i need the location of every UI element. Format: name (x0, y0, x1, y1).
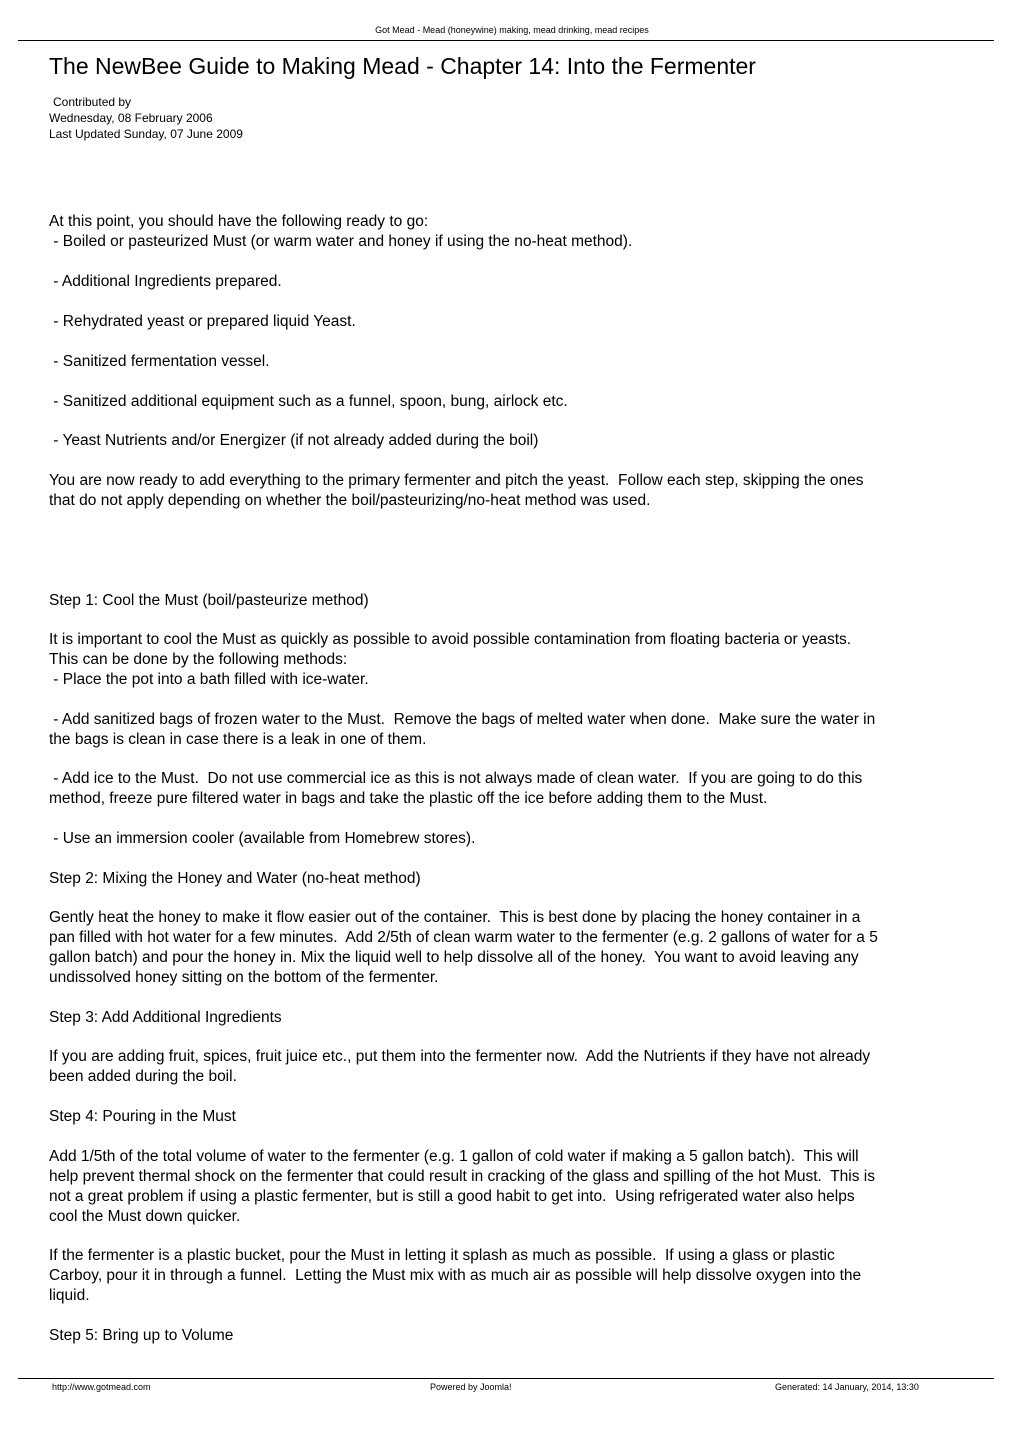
paragraph-line: Add 1/5th of the total volume of water to the fermenter (e.g. 1 gallon of cold water if making a 5 gallon batch). This will (49, 1148, 859, 1165)
paragraph-line: This can be done by the following methods: (49, 651, 348, 668)
paragraph-line: that do not apply depending on whether the boil/pasteurizing/no-heat method was used. (49, 492, 651, 509)
step-4-paragraph (49, 1147, 979, 1227)
intro-line: At this point, you should have the following ready to go: (49, 213, 429, 230)
step-1-cooler (49, 829, 979, 849)
article-meta (49, 94, 243, 142)
step-2-heading (49, 869, 979, 889)
ready-item: - Additional Ingredients prepared. (49, 273, 282, 290)
paragraph-line: - Add sanitized bags of frozen water to the Must. Remove the bags of melted water when done. Make sure the water in (49, 711, 876, 728)
paragraph-line: cool the Must down quicker. (49, 1208, 241, 1225)
ready-item: - Rehydrated yeast or prepared liquid Yeast. (49, 313, 356, 330)
paragraph-line: help prevent thermal shock on the fermenter that could result in cracking of the glass and spilling of the hot Must. This is (49, 1168, 875, 1185)
paragraph-line: pan filled with hot water for a few minutes. Add 2/5th of clean warm water to the fermenter (e.g. 2 gallons of water for a 5 (49, 929, 878, 946)
site-header: Got Mead - Mead (honeywine) making, mead drinking, mead recipes (375, 25, 649, 35)
step-1-bags (49, 710, 979, 750)
ready-item: - Sanitized additional equipment such as a funnel, spoon, bung, airlock etc. (49, 393, 568, 410)
paragraph-line: - Add ice to the Must. Do not use commercial ice as this is not always made of clean water. If you are going to do this (49, 770, 863, 787)
footer-divider (18, 1378, 994, 1379)
ready-item: - Sanitized fermentation vessel. (49, 353, 270, 370)
ready-item-block (49, 431, 979, 451)
step-5-heading (49, 1326, 979, 1346)
paragraph-line: You are now ready to add everything to the primary fermenter and pitch the yeast. Follow each step, skipping the ones (49, 472, 864, 489)
step-1-paragraph (49, 630, 979, 690)
step-4-paragraph-2 (49, 1246, 979, 1306)
step-2-paragraph (49, 908, 979, 988)
ready-item-block (49, 272, 979, 292)
step-heading: Step 1: Cool the Must (boil/pasteurize method) (49, 592, 369, 609)
step-heading: Step 4: Pouring in the Must (49, 1108, 236, 1125)
header-divider (18, 40, 994, 41)
paragraph-line: - Use an immersion cooler (available from Homebrew stores). (49, 830, 476, 847)
step-heading: Step 5: Bring up to Volume (49, 1327, 234, 1344)
paragraph-line: liquid. (49, 1287, 90, 1304)
paragraph-line: not a great problem if using a plastic fermenter, but is still a good habit to get into. Using refrigerated water also helps (49, 1188, 855, 1205)
ready-item: - Yeast Nutrients and/or Energizer (if not already added during the boil) (49, 432, 539, 449)
intro-text (49, 212, 979, 252)
contributed-by: Contributed by (53, 95, 132, 109)
paragraph-line: been added during the boil. (49, 1068, 237, 1085)
paragraph-line: Gently heat the honey to make it flow easier out of the container. This is best done by placing the honey container in a (49, 909, 861, 926)
article-title: The NewBee Guide to Making Mead - Chapter 14: Into the Fermenter (49, 53, 756, 79)
ready-paragraph (49, 471, 979, 511)
paragraph-line: Carboy, pour it in through a funnel. Letting the Must mix with as much air as possible will help dissolve oxygen into the (49, 1267, 862, 1284)
article-date: Wednesday, 08 February 2006 (49, 111, 213, 125)
footer-powered-by: Powered by Joomla! (430, 1382, 512, 1392)
paragraph-line: - Place the pot into a bath filled with ice-water. (49, 671, 369, 688)
ready-item-block (49, 312, 979, 332)
paragraph-line: undissolved honey sitting on the bottom of the fermenter. (49, 969, 439, 986)
paragraph-line: If you are adding fruit, spices, fruit juice etc., put them into the fermenter now. Add the Nutrients if they have not already (49, 1048, 871, 1065)
step-3-heading (49, 1008, 979, 1028)
ready-item-block (49, 352, 979, 372)
last-updated: Last Updated Sunday, 07 June 2009 (49, 127, 243, 141)
footer-url-link[interactable]: http://www.gotmead.com (52, 1382, 151, 1392)
footer-generated: Generated: 14 January, 2014, 13:30 (775, 1382, 919, 1392)
paragraph-line: It is important to cool the Must as quickly as possible to avoid possible contamination from floating bacteria or yeasts. (49, 631, 852, 648)
paragraph-line: method, freeze pure filtered water in bags and take the plastic off the ice before adding them to the Must. (49, 790, 768, 807)
paragraph-line: the bags is clean in case there is a leak in one of them. (49, 731, 427, 748)
step-3-paragraph (49, 1047, 979, 1087)
step-1-heading (49, 591, 979, 611)
step-4-heading (49, 1107, 979, 1127)
step-heading: Step 3: Add Additional Ingredients (49, 1009, 282, 1026)
step-heading: Step 2: Mixing the Honey and Water (no-heat method) (49, 870, 421, 887)
ready-item: - Boiled or pasteurized Must (or warm water and honey if using the no-heat method). (49, 233, 633, 250)
paragraph-line: If the fermenter is a plastic bucket, pour the Must in letting it splash as much as possible. If using a glass or plastic (49, 1247, 835, 1264)
step-1-ice (49, 769, 979, 809)
paragraph-line: gallon batch) and pour the honey in. Mix the liquid well to help dissolve all of the honey. You want to avoid leaving any (49, 949, 859, 966)
ready-item-block (49, 392, 979, 412)
